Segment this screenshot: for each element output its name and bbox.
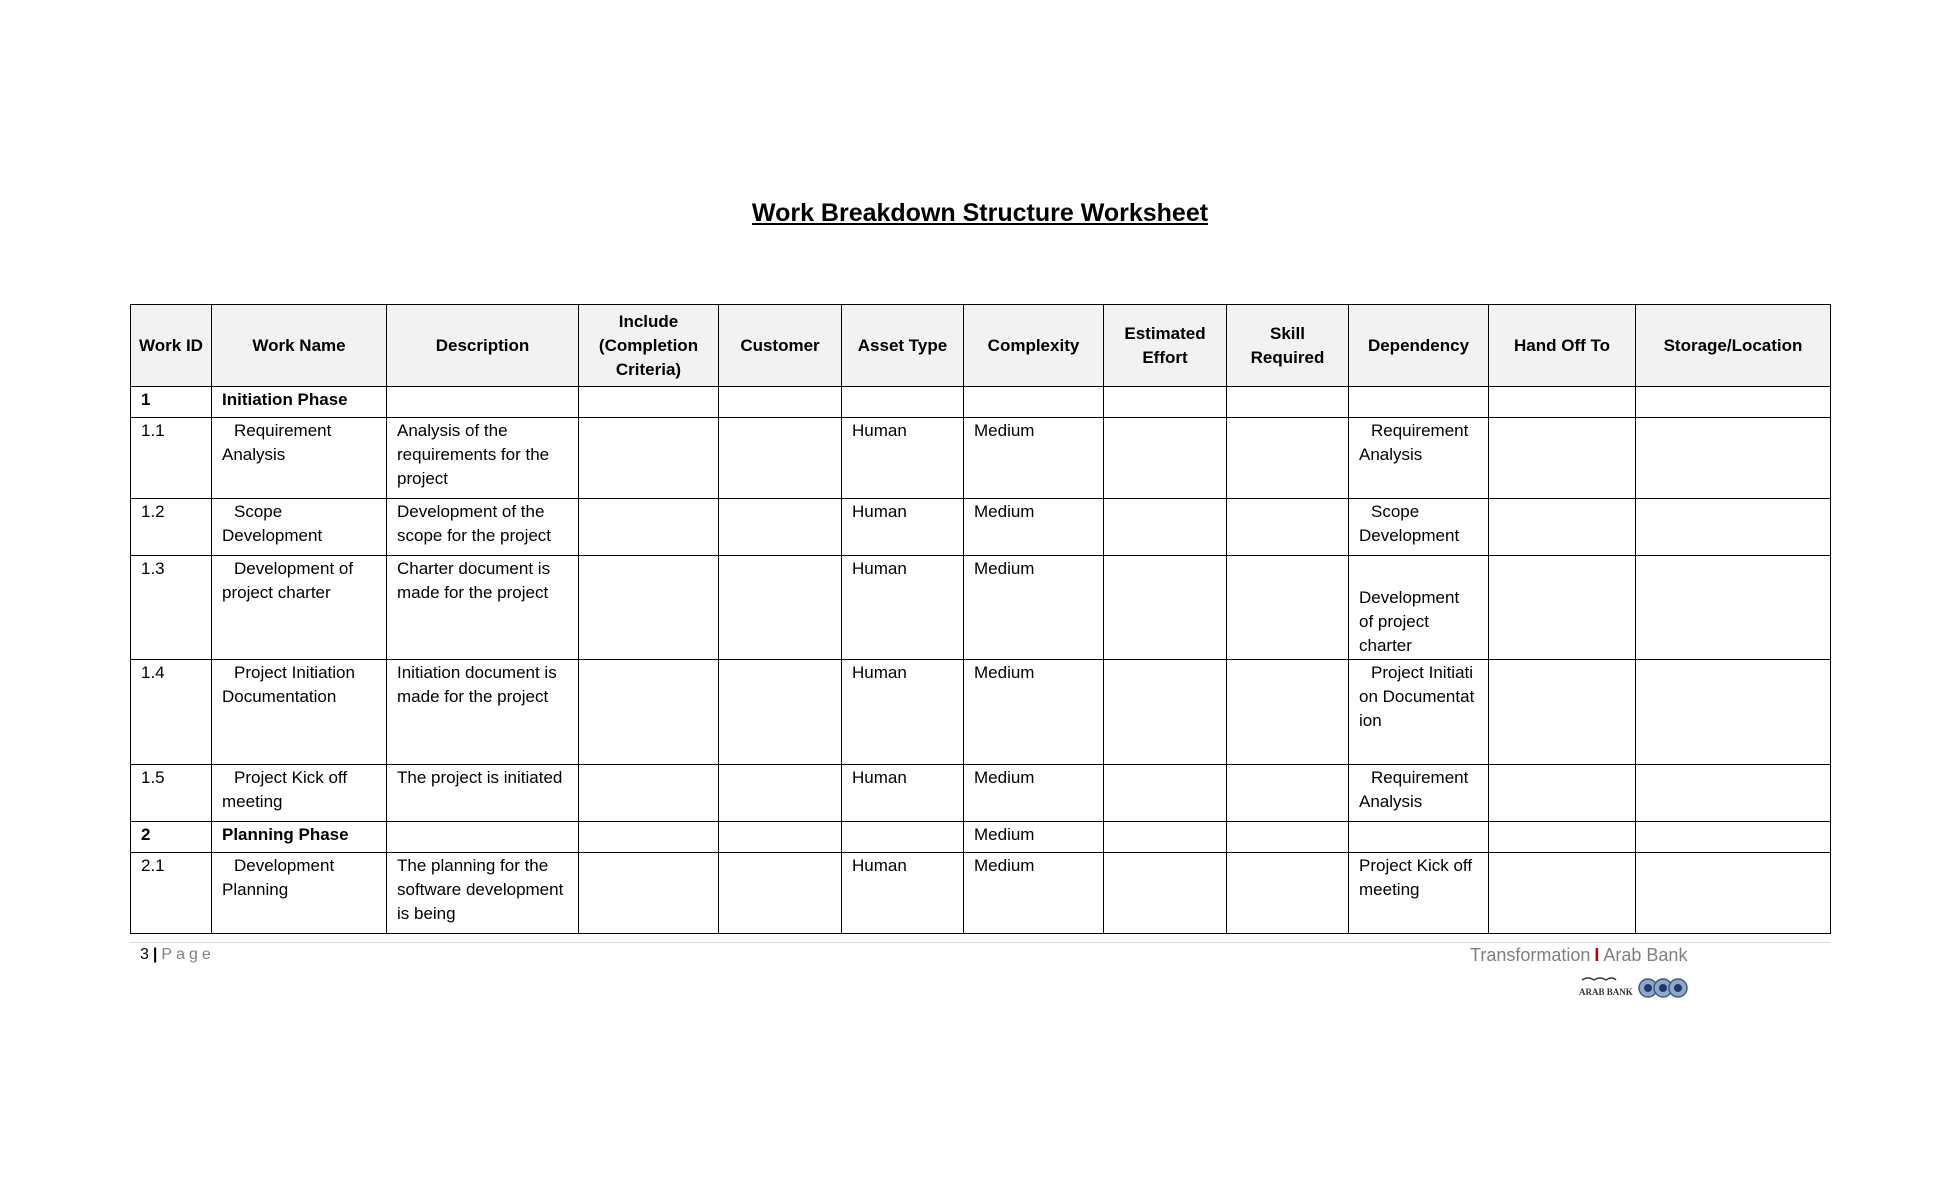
cell-work-id: 1.3 (131, 556, 212, 660)
work-name-text: Development of project charter (222, 559, 354, 602)
cell-dependency (1349, 499, 1489, 556)
org-arab-bank: Arab Bank (1603, 945, 1688, 965)
dependency-text: Requirement Analysis (1359, 421, 1469, 464)
cell-storage (1636, 853, 1831, 934)
header-complexity: Complexity (964, 305, 1104, 387)
cell-complexity: Medium (964, 418, 1104, 499)
cell-hand-off (1489, 418, 1636, 499)
cell-skill (1227, 853, 1349, 934)
cell-asset-type: Human (842, 853, 964, 934)
cell-customer (719, 822, 842, 853)
cell-include (579, 418, 719, 499)
cell-skill (1227, 499, 1349, 556)
header-dependency: Dependency (1349, 305, 1489, 387)
org-bar: I (1594, 945, 1600, 965)
cell-storage (1636, 660, 1831, 765)
cell-work-name (212, 853, 387, 934)
table-row (131, 822, 1831, 853)
cell-dependency: Project Kick off meeting (1349, 853, 1489, 934)
header-skill-required: Skill Required (1227, 305, 1349, 387)
dependency-text: Requirement Analysis (1359, 768, 1469, 811)
dependency-text: Scope Development (1359, 502, 1460, 545)
cell-storage (1636, 499, 1831, 556)
cell-skill (1227, 387, 1349, 418)
dependency-text: Project Initiation Documentation (1359, 663, 1475, 730)
cell-customer (719, 556, 842, 660)
table-row (131, 660, 1831, 765)
cell-effort (1104, 660, 1227, 765)
cell-storage (1636, 387, 1831, 418)
table-row (131, 418, 1831, 499)
table-row (131, 499, 1831, 556)
cell-include (579, 499, 719, 556)
cell-work-id: 1.4 (131, 660, 212, 765)
cell-storage (1636, 765, 1831, 822)
page-separator: | (152, 946, 158, 963)
cell-description (387, 822, 579, 853)
cell-skill (1227, 660, 1349, 765)
cell-asset-type (842, 387, 964, 418)
cell-complexity: Medium (964, 822, 1104, 853)
cell-dependency (1349, 822, 1489, 853)
footer-organization (1470, 945, 1687, 966)
cell-effort (1104, 499, 1227, 556)
cell-customer (719, 499, 842, 556)
cell-complexity: Medium (964, 660, 1104, 765)
cell-work-id: 1.2 (131, 499, 212, 556)
header-storage-location: Storage/Location (1636, 305, 1831, 387)
cell-effort (1104, 853, 1227, 934)
header-include: Include (Completion Criteria) (579, 305, 719, 387)
cell-description: Development of the scope for the project (387, 499, 579, 556)
table-header-row (131, 305, 1831, 387)
footer-page-number (140, 946, 215, 964)
cell-hand-off (1489, 822, 1636, 853)
wbs-table (130, 304, 1831, 934)
cell-asset-type: Human (842, 556, 964, 660)
work-name-text: Scope Development (222, 502, 323, 545)
cell-asset-type: Human (842, 499, 964, 556)
cell-customer (719, 418, 842, 499)
cell-customer (719, 765, 842, 822)
cell-description: Analysis of the requirements for the project (387, 418, 579, 499)
arab-bank-logo (1578, 974, 1690, 1000)
cell-effort (1104, 556, 1227, 660)
cell-work-name (212, 499, 387, 556)
cell-work-id: 1 (131, 387, 212, 418)
work-name-text: Project Initiation Documentation (222, 663, 355, 706)
page-title: Work Breakdown Structure Worksheet (751, 199, 1209, 227)
logo-text: ARAB BANK (1579, 987, 1633, 997)
header-description: Description (387, 305, 579, 387)
cell-description: The project is initiated (387, 765, 579, 822)
cell-complexity: Medium (964, 556, 1104, 660)
cell-dependency (1349, 660, 1489, 765)
org-transformation: Transformation (1470, 945, 1591, 965)
cell-hand-off (1489, 556, 1636, 660)
cell-work-id: 2.1 (131, 853, 212, 934)
cell-dependency: Development of project charter (1349, 556, 1489, 660)
cell-hand-off (1489, 387, 1636, 418)
cell-work-id: 2 (131, 822, 212, 853)
work-name-text: Requirement Analysis (222, 421, 332, 464)
cell-skill (1227, 765, 1349, 822)
header-estimated-effort: Estimated Effort (1104, 305, 1227, 387)
cell-include (579, 765, 719, 822)
cell-skill (1227, 822, 1349, 853)
cell-work-name (212, 660, 387, 765)
cell-complexity: Medium (964, 499, 1104, 556)
cell-dependency (1349, 765, 1489, 822)
page-label: Page (161, 946, 215, 963)
cell-description: Initiation document is made for the project (387, 660, 579, 765)
cell-description: The planning for the software development is being (387, 853, 579, 934)
cell-complexity: Medium (964, 853, 1104, 934)
cell-customer (719, 660, 842, 765)
header-hand-off-to: Hand Off To (1489, 305, 1636, 387)
cell-storage (1636, 556, 1831, 660)
cell-description: Charter document is made for the project (387, 556, 579, 660)
cell-work-name (212, 556, 387, 660)
cell-work-id: 1.5 (131, 765, 212, 822)
cell-effort (1104, 822, 1227, 853)
cell-work-name: Planning Phase (212, 822, 387, 853)
cell-include (579, 853, 719, 934)
header-asset-type: Asset Type (842, 305, 964, 387)
cell-customer (719, 387, 842, 418)
header-work-id: Work ID (131, 305, 212, 387)
cell-dependency (1349, 387, 1489, 418)
cell-description (387, 387, 579, 418)
work-name-text: Development Planning (222, 856, 335, 899)
cell-asset-type: Human (842, 660, 964, 765)
cell-hand-off (1489, 765, 1636, 822)
cell-hand-off (1489, 853, 1636, 934)
cell-complexity: Medium (964, 765, 1104, 822)
cell-include (579, 387, 719, 418)
cell-effort (1104, 387, 1227, 418)
cell-include (579, 660, 719, 765)
cell-skill (1227, 418, 1349, 499)
page-number: 3 (140, 946, 149, 963)
cell-work-name (212, 765, 387, 822)
cell-work-name (212, 418, 387, 499)
header-work-name: Work Name (212, 305, 387, 387)
table-row (131, 556, 1831, 660)
cell-dependency (1349, 418, 1489, 499)
cell-include (579, 822, 719, 853)
cell-effort (1104, 418, 1227, 499)
cell-asset-type: Human (842, 418, 964, 499)
header-customer: Customer (719, 305, 842, 387)
cell-hand-off (1489, 660, 1636, 765)
cell-include (579, 556, 719, 660)
cell-skill (1227, 556, 1349, 660)
cell-work-id: 1.1 (131, 418, 212, 499)
cell-hand-off (1489, 499, 1636, 556)
cell-work-name: Initiation Phase (212, 387, 387, 418)
cell-customer (719, 853, 842, 934)
cell-storage (1636, 418, 1831, 499)
cell-asset-type (842, 822, 964, 853)
cell-effort (1104, 765, 1227, 822)
cell-storage (1636, 822, 1831, 853)
footer-divider (130, 942, 1830, 943)
table-row (131, 765, 1831, 822)
cell-complexity (964, 387, 1104, 418)
work-name-text: Project Kick off meeting (222, 768, 348, 811)
table-row (131, 387, 1831, 418)
table-row (131, 853, 1831, 934)
cell-asset-type: Human (842, 765, 964, 822)
